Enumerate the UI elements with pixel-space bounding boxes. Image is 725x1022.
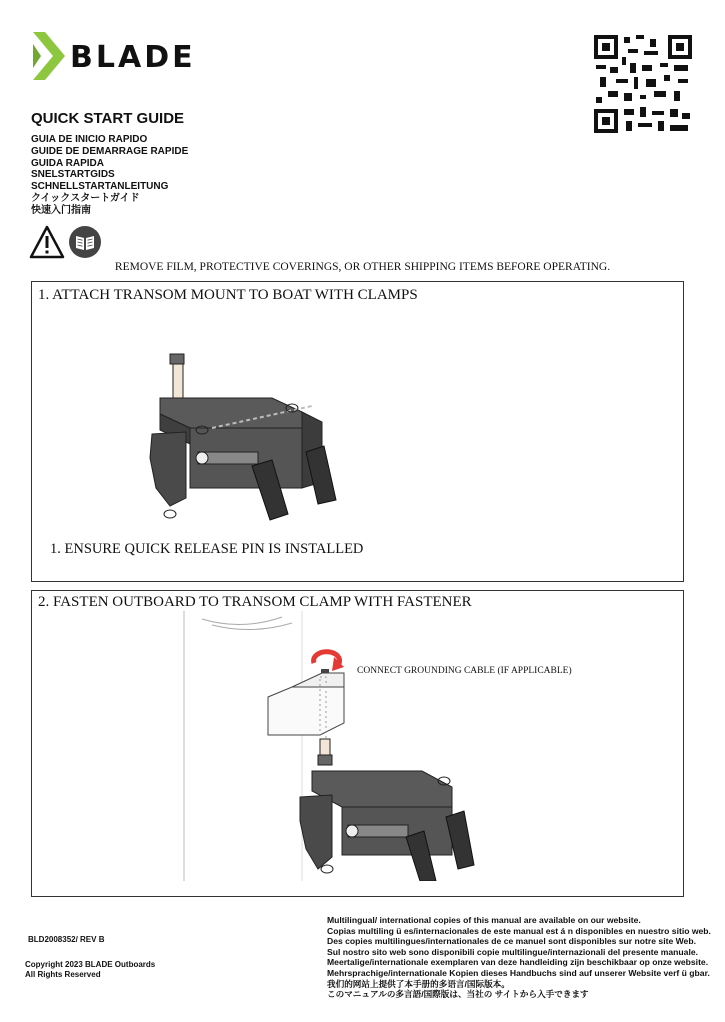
read-manual-icon — [68, 225, 102, 259]
title-zh: 快速入门指南 — [31, 204, 91, 216]
doc-number: BLD2008352/ REV B — [28, 935, 105, 944]
page-title: QUICK START GUIDE — [31, 110, 185, 127]
warning-triangle-icon — [29, 225, 65, 259]
title-nl: SNELSTARTGIDS — [31, 169, 115, 181]
multilingual-de: Mehrsprachige/internationale Kopien dieses Handbuchs sind auf unserer Website verf ü gbar. — [327, 967, 710, 978]
step1-panel — [31, 281, 684, 582]
title-de: SCHNELLSTARTANLEITUNG — [31, 181, 169, 193]
rights: All Rights Reserved — [25, 970, 101, 979]
grounding-callout: CONNECT GROUNDING CABLE (IF APPLICABLE) — [357, 666, 572, 676]
warning-text: REMOVE FILM, PROTECTIVE COVERINGS, OR OTHER SHIPPING ITEMS BEFORE OPERATING. — [114, 261, 611, 273]
title-fr: GUIDE DE DEMARRAGE RAPIDE — [31, 145, 189, 157]
title-ja: クイックスタートガイド — [31, 192, 140, 204]
multilingual-es: Copias multiling ü es/internacionales de este manual est á n disponibles en nuestro sitio web. — [327, 925, 711, 936]
step1-title: 1. ATTACH TRANSOM MOUNT TO BOAT WITH CLAMPS — [38, 287, 418, 303]
multilingual-notice — [327, 915, 711, 1000]
transom-mount-illustration — [142, 348, 372, 528]
step2-panel — [31, 590, 684, 897]
translated-titles — [31, 134, 188, 217]
multilingual-it: Sul nostro sito web sono disponibili copie multilingue/internazionali del presente manuale. — [327, 946, 699, 957]
brand-name: BLADE — [70, 40, 196, 75]
multilingual-fr: Des copies multilingues/internationales de ce manuel sont disponibles sur notre site Web. — [327, 936, 696, 947]
multilingual-en: Multilingual/ international copies of this manual are available on our website. — [327, 915, 641, 925]
outboard-fastener-illustration — [182, 611, 482, 881]
step1-note: 1. ENSURE QUICK RELEASE PIN IS INSTALLED — [50, 541, 364, 557]
multilingual-ja: このマニュアルの多言語/国際版は、当社の サイトから入手できます — [327, 989, 589, 1000]
blade-logo-icon — [31, 30, 67, 82]
multilingual-zh: 我们的网站上提供了本手册的多语言/国际版本。 — [327, 978, 510, 989]
copyright: Copyright 2023 BLADE Outboards — [25, 960, 156, 969]
multilingual-nl: Meertalige/internationale exemplaren van deze handleiding zijn beschikbaar op onze website. — [327, 957, 709, 968]
title-es: GUIA DE INICIO RAPIDO — [31, 134, 148, 145]
step2-title: 2. FASTEN OUTBOARD TO TRANSOM CLAMP WITH FASTENER — [38, 594, 472, 610]
title-it: GUIDA RAPIDA — [31, 157, 104, 169]
qr-code-icon — [594, 35, 692, 133]
